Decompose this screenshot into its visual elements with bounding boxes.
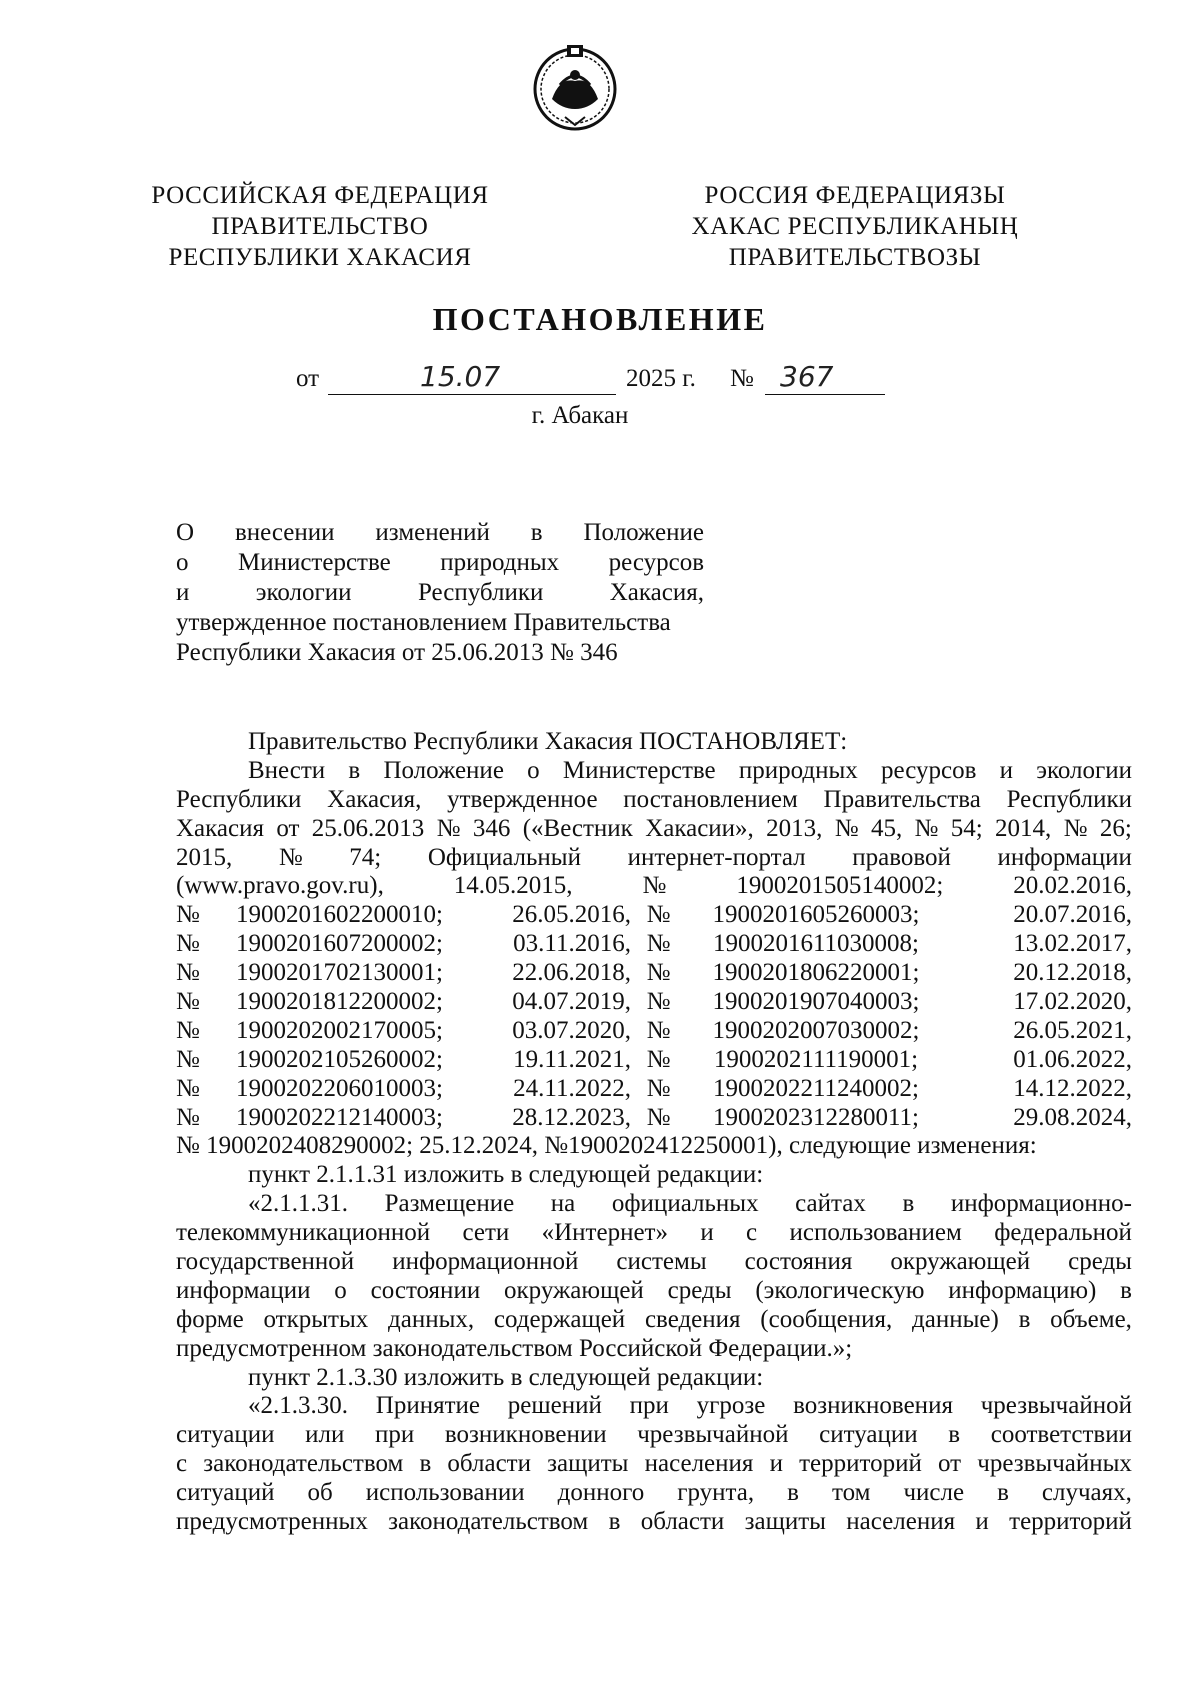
body-word: возникновения bbox=[793, 1392, 953, 1420]
registration-cell: № bbox=[646, 988, 671, 1016]
body-word: в bbox=[608, 1508, 621, 1536]
body-word: защиты bbox=[744, 1508, 826, 1536]
body-line bbox=[176, 872, 1132, 901]
body-line: пункт 2.1.3.30 изложить в следующей редакции: bbox=[248, 1363, 764, 1391]
body-word: 45, bbox=[870, 814, 903, 842]
body-word: Внести bbox=[248, 756, 326, 784]
subject-line bbox=[176, 518, 704, 548]
number-sign: № bbox=[730, 365, 754, 392]
body-word: Хакасия, bbox=[327, 785, 422, 813]
body-word: чрезвычайной bbox=[980, 1392, 1132, 1420]
registration-cell: 03.11.2016, bbox=[513, 930, 631, 958]
body-word: Республики bbox=[1006, 785, 1132, 813]
body-word: 54; bbox=[950, 814, 983, 842]
registration-cell: 1900202111190001; bbox=[713, 1045, 919, 1073]
body-word: и bbox=[700, 1219, 714, 1247]
document-body bbox=[176, 728, 1132, 1537]
body-word: среды bbox=[667, 1276, 732, 1304]
body-word: объеме, bbox=[1050, 1305, 1132, 1333]
body-word: том bbox=[831, 1479, 871, 1507]
subject-line bbox=[176, 548, 704, 578]
body-word: Хакасии», bbox=[645, 814, 754, 842]
registration-cell: 1900201607200002; bbox=[236, 930, 443, 958]
body-word: 346 bbox=[472, 814, 511, 842]
document-title: ПОСТАНОВЛЕНИЕ bbox=[432, 301, 768, 337]
body-word: данных, bbox=[388, 1305, 475, 1333]
registration-cell: № bbox=[646, 1016, 671, 1044]
body-word: 2015, bbox=[176, 843, 233, 871]
body-word: о bbox=[334, 1276, 347, 1304]
subject-word: природных bbox=[440, 549, 560, 576]
registration-numbers-row bbox=[176, 1046, 1132, 1075]
subject-word: Министерстве bbox=[237, 549, 391, 576]
registration-cell: № bbox=[176, 988, 200, 1016]
date-year: 2025 г. bbox=[626, 365, 696, 392]
body-line bbox=[176, 757, 1132, 786]
body-word: в bbox=[1018, 1305, 1031, 1333]
header-right-block bbox=[665, 180, 1045, 273]
body-word: состоянии bbox=[370, 1276, 481, 1304]
body-word: («Вестник bbox=[522, 814, 633, 842]
body-word: при bbox=[629, 1392, 669, 1420]
body-line: Правительство Республики Хакасия ПОСТАНОВЛЯЕТ: bbox=[248, 728, 848, 755]
registration-numbers-row bbox=[176, 1075, 1132, 1104]
subject-word: ресурсов bbox=[608, 549, 704, 576]
registration-cell: № bbox=[176, 1074, 200, 1102]
registration-cell: 1900201907040003; bbox=[712, 988, 920, 1016]
body-word: о bbox=[527, 756, 540, 784]
subject-line bbox=[176, 578, 704, 608]
body-word: использованием bbox=[789, 1219, 962, 1247]
body-word: от bbox=[938, 1450, 962, 1478]
body-word: № bbox=[1063, 814, 1088, 842]
body-word: информацию) bbox=[948, 1276, 1097, 1304]
body-line bbox=[176, 815, 1132, 844]
body-word: правовой bbox=[852, 843, 951, 871]
body-word: сайтах bbox=[795, 1190, 866, 1218]
registration-cell: № bbox=[176, 1016, 200, 1044]
body-word: Правительства bbox=[823, 785, 981, 813]
body-word: Размещение bbox=[384, 1190, 515, 1218]
body-word: ситуаций bbox=[176, 1479, 275, 1507]
body-line bbox=[176, 1392, 1132, 1421]
registration-cell: 13.02.2017, bbox=[1013, 930, 1132, 958]
body-word: Положение bbox=[383, 756, 504, 784]
registration-cell: № bbox=[176, 930, 200, 958]
registration-cell: 03.07.2020, bbox=[512, 1016, 631, 1044]
body-word: 14.05.2015, bbox=[453, 872, 573, 900]
body-word: ситуации bbox=[819, 1421, 918, 1449]
body-word: или bbox=[305, 1421, 345, 1449]
body-word: «Интернет» bbox=[541, 1219, 668, 1247]
body-word: сведения bbox=[644, 1305, 741, 1333]
registration-cell: 1900201702130001; bbox=[236, 959, 443, 987]
body-word: территорий bbox=[799, 1450, 922, 1478]
registration-cell: 26.05.2016, bbox=[512, 901, 631, 929]
body-word: законодательством bbox=[388, 1508, 589, 1536]
body-word: информационной bbox=[392, 1248, 579, 1276]
body-word: «2.1.3.30. bbox=[248, 1392, 348, 1420]
registration-cell: № bbox=[176, 959, 200, 987]
body-word: телекоммуникационной bbox=[176, 1219, 431, 1247]
body-word: 26; bbox=[1099, 814, 1132, 842]
registration-cell: 01.06.2022, bbox=[1013, 1045, 1132, 1073]
body-word: № bbox=[834, 814, 859, 842]
registration-cell: 28.12.2023, bbox=[512, 1103, 631, 1131]
body-word: интернет-портал bbox=[627, 843, 806, 871]
body-word: чрезвычайных bbox=[977, 1450, 1132, 1478]
body-word: в bbox=[787, 1479, 799, 1507]
registration-cell: № bbox=[646, 959, 671, 987]
body-word: донного bbox=[557, 1479, 645, 1507]
subject-word: и bbox=[176, 579, 190, 606]
body-word: «2.1.1.31. bbox=[248, 1190, 348, 1218]
body-word: ресурсов bbox=[881, 756, 977, 784]
header-right-line: ПРАВИТЕЛЬСТВОЗЫ bbox=[728, 244, 982, 271]
registration-cell: 20.07.2016, bbox=[1013, 901, 1132, 929]
body-word: возникновении bbox=[444, 1421, 607, 1449]
body-word: ситуации bbox=[176, 1421, 275, 1449]
registration-cell: 1900201602200010; bbox=[236, 901, 443, 929]
body-word: содержащей bbox=[493, 1305, 626, 1333]
body-word: Республики bbox=[176, 785, 302, 813]
body-word: экологии bbox=[1036, 756, 1132, 784]
header-left-block bbox=[130, 180, 510, 273]
body-word: при bbox=[375, 1421, 415, 1449]
registration-cell: 1900201605260003; bbox=[712, 901, 920, 929]
handwritten-date: 15.07 bbox=[420, 360, 501, 393]
body-word: 2014, bbox=[995, 814, 1052, 842]
registration-cell: 1900202002170005; bbox=[236, 1016, 443, 1044]
registration-cell: 24.11.2022, bbox=[513, 1074, 631, 1102]
header-left-line: РОССИЙСКАЯ ФЕДЕРАЦИЯ bbox=[151, 182, 489, 209]
document-subject bbox=[176, 518, 704, 668]
body-word: информации bbox=[997, 843, 1132, 871]
registration-numbers-row bbox=[176, 988, 1132, 1017]
body-line bbox=[176, 844, 1132, 873]
subject-line: Республики Хакасия от 25.06.2013 № 346 bbox=[176, 639, 618, 666]
body-word: данные) bbox=[912, 1305, 999, 1333]
registration-cell: 04.07.2019, bbox=[512, 988, 631, 1016]
body-word: использовании bbox=[365, 1479, 525, 1507]
header-right-line: РОССИЯ ФЕДЕРАЦИЯЗЫ bbox=[704, 182, 1006, 209]
subject-word: Положение bbox=[583, 519, 704, 546]
body-word: № bbox=[642, 872, 667, 900]
body-word: и bbox=[975, 1508, 989, 1536]
body-word: постановлением bbox=[623, 785, 798, 813]
body-line bbox=[176, 1306, 1132, 1335]
body-word: 74; bbox=[349, 843, 382, 871]
registration-cell: 1900202206010003; bbox=[236, 1074, 443, 1102]
registration-cell: № bbox=[646, 1045, 671, 1073]
body-word: утвержденное bbox=[447, 785, 598, 813]
body-line bbox=[176, 1421, 1132, 1450]
body-word: с bbox=[746, 1219, 758, 1247]
registration-cell: 1900202105260002; bbox=[236, 1045, 443, 1073]
body-word: природных bbox=[738, 756, 858, 784]
registration-cell: 1900202007030002; bbox=[712, 1016, 920, 1044]
header-right-line: ХАКАС РЕСПУБЛИКАНЫҢ bbox=[691, 213, 1019, 240]
body-word: официальных bbox=[611, 1190, 759, 1218]
registration-cell: 1900202312280011; bbox=[712, 1103, 920, 1131]
registration-cell: 14.12.2022, bbox=[1013, 1074, 1132, 1102]
registration-cell: 1900201812200002; bbox=[236, 988, 443, 1016]
body-word: форме bbox=[176, 1305, 244, 1333]
body-word: окружающей bbox=[504, 1276, 644, 1304]
body-word: сети bbox=[462, 1219, 510, 1247]
body-word: в bbox=[1120, 1276, 1132, 1304]
body-word: на bbox=[550, 1190, 576, 1218]
body-word: (www.pravo.gov.ru), bbox=[176, 872, 384, 900]
registration-numbers-row bbox=[176, 930, 1132, 959]
body-word: Принятие bbox=[375, 1392, 480, 1420]
body-word: 1900201505140002; bbox=[736, 872, 944, 900]
header-left-line: РЕСПУБЛИКИ ХАКАСИЯ bbox=[168, 244, 472, 271]
body-word: Министерстве bbox=[562, 756, 716, 784]
body-word: в bbox=[902, 1190, 915, 1218]
body-word: (экологическую bbox=[755, 1276, 925, 1304]
subject-word: Республики bbox=[417, 579, 544, 606]
registration-cell: № bbox=[176, 1103, 200, 1131]
body-line bbox=[176, 786, 1132, 815]
registration-numbers-row bbox=[176, 1104, 1132, 1133]
body-word: решений bbox=[507, 1392, 602, 1420]
registration-cell: 26.05.2021, bbox=[1013, 1016, 1132, 1044]
body-word: № bbox=[436, 814, 461, 842]
body-line: предусмотренном законодательством Российской Федерации.»; bbox=[176, 1334, 853, 1362]
date-prefix: от bbox=[296, 365, 320, 392]
subject-word: Хакасия, bbox=[609, 579, 704, 606]
body-word: в bbox=[348, 756, 361, 784]
body-word: № bbox=[914, 814, 939, 842]
body-word: 20.02.2016, bbox=[1013, 872, 1132, 900]
body-word: законодательством bbox=[203, 1450, 404, 1478]
registration-cell: 1900202211240002; bbox=[712, 1074, 920, 1102]
subject-word: внесении bbox=[234, 519, 335, 546]
body-word: окружающей bbox=[890, 1248, 1031, 1276]
body-word: состояния bbox=[744, 1248, 853, 1276]
registration-cell: 17.02.2020, bbox=[1013, 988, 1132, 1016]
subject-line: утвержденное постановлением Правительства bbox=[176, 609, 671, 636]
registration-cell: 1900201611030008; bbox=[712, 930, 920, 958]
registration-cell: 1900201806220001; bbox=[712, 959, 920, 987]
body-word: чрезвычайной bbox=[637, 1421, 789, 1449]
subject-word: изменений bbox=[375, 519, 490, 546]
body-line: пункт 2.1.1.31 изложить в следующей редакции: bbox=[248, 1161, 764, 1189]
body-word: с bbox=[176, 1450, 188, 1478]
body-word: грунта, bbox=[677, 1479, 755, 1507]
body-word: и bbox=[999, 756, 1013, 784]
body-line bbox=[176, 1479, 1132, 1508]
body-word: соответствии bbox=[990, 1421, 1132, 1449]
body-word: от bbox=[276, 814, 300, 842]
body-word: федеральной bbox=[994, 1219, 1132, 1247]
body-word: Официальный bbox=[427, 843, 581, 871]
body-line bbox=[176, 1219, 1132, 1248]
body-line bbox=[176, 1450, 1132, 1479]
body-word: 2013, bbox=[766, 814, 823, 842]
body-word: угрозе bbox=[696, 1392, 766, 1420]
registration-numbers-row bbox=[176, 1017, 1132, 1046]
body-word: информационно- bbox=[950, 1190, 1132, 1218]
registration-cell: 20.12.2018, bbox=[1013, 959, 1132, 987]
registration-cell: 1900202212140003; bbox=[236, 1103, 443, 1131]
body-word: открытых bbox=[263, 1305, 369, 1333]
header-left-line: ПРАВИТЕЛЬСТВО bbox=[211, 213, 429, 240]
body-word: государственной bbox=[176, 1248, 355, 1276]
body-word: случаях, bbox=[1041, 1479, 1132, 1507]
body-word: системы bbox=[616, 1248, 707, 1276]
body-word: в bbox=[419, 1450, 432, 1478]
body-word: 25.06.2013 bbox=[311, 814, 425, 842]
registration-cell: № bbox=[176, 901, 200, 929]
subject-word: экологии bbox=[255, 579, 352, 606]
body-word: в bbox=[997, 1479, 1009, 1507]
registration-numbers-row bbox=[176, 901, 1132, 930]
body-word: в bbox=[948, 1421, 961, 1449]
coat-of-arms-emblem bbox=[530, 37, 620, 137]
body-word: защиты bbox=[547, 1450, 629, 1478]
body-line bbox=[176, 1508, 1132, 1537]
body-word: № bbox=[278, 843, 303, 871]
body-word: и bbox=[769, 1450, 783, 1478]
subject-word: О bbox=[176, 519, 195, 546]
handwritten-number: 367 bbox=[780, 360, 834, 393]
body-word: населения bbox=[846, 1508, 956, 1536]
body-line bbox=[176, 1277, 1132, 1306]
registration-cell: № bbox=[646, 1103, 671, 1131]
body-word: (сообщения, bbox=[760, 1305, 893, 1333]
registration-cell: 29.08.2024, bbox=[1013, 1103, 1132, 1131]
body-line bbox=[176, 1248, 1132, 1277]
subject-word: в bbox=[530, 519, 543, 546]
registration-cell: № bbox=[646, 1074, 671, 1102]
city-name: г. Абакан bbox=[531, 402, 629, 429]
body-word: предусмотренных bbox=[176, 1508, 368, 1536]
body-word: области bbox=[640, 1508, 725, 1536]
body-line bbox=[176, 1190, 1132, 1219]
body-word: информации bbox=[176, 1276, 311, 1304]
registration-cell: № bbox=[176, 1045, 200, 1073]
body-word: об bbox=[307, 1479, 333, 1507]
body-word: населения bbox=[644, 1450, 754, 1478]
body-line: № 1900202408290002; 25.12.2024, №1900202412250001), следующие изменения: bbox=[176, 1132, 1037, 1160]
body-word: области bbox=[447, 1450, 531, 1478]
body-word: территорий bbox=[1009, 1508, 1132, 1536]
body-word: числе bbox=[903, 1479, 965, 1507]
subject-word: о bbox=[176, 549, 189, 576]
registration-cell: № bbox=[646, 901, 671, 929]
body-word: Хакасия bbox=[176, 814, 264, 842]
body-word: среды bbox=[1068, 1248, 1132, 1276]
registration-cell: 22.06.2018, bbox=[512, 959, 631, 987]
registration-cell: № bbox=[646, 930, 671, 958]
registration-cell: 19.11.2021, bbox=[513, 1045, 631, 1073]
registration-numbers-row bbox=[176, 959, 1132, 988]
